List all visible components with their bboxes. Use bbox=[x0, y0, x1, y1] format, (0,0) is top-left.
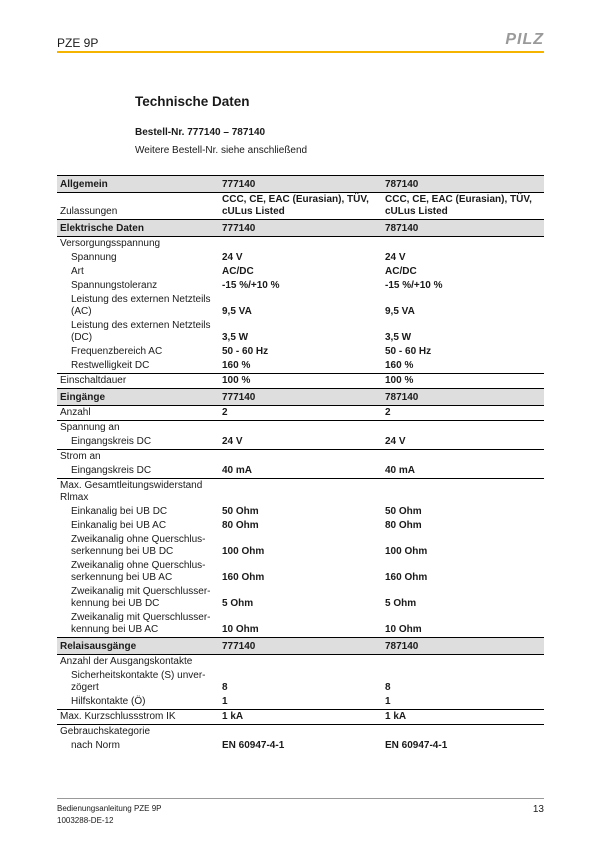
value-787140: 50 Ohm bbox=[385, 506, 422, 517]
page-number: 13 bbox=[532, 804, 544, 815]
table-row bbox=[57, 585, 544, 611]
table-row bbox=[57, 374, 544, 389]
table-row bbox=[57, 695, 544, 710]
value-787140: 40 mA bbox=[385, 465, 416, 476]
value-777140 bbox=[219, 237, 382, 252]
table-row bbox=[57, 319, 544, 345]
value-777140: 160 % bbox=[222, 360, 251, 371]
value-777140 bbox=[219, 479, 382, 506]
row-label: Eingangskreis DC bbox=[71, 436, 152, 447]
table-row bbox=[57, 559, 544, 585]
header-title: PZE 9P bbox=[57, 36, 99, 50]
row-label: Einschaltdauer bbox=[57, 374, 219, 389]
value-777140: 160 Ohm bbox=[222, 572, 265, 583]
table-row bbox=[57, 421, 544, 436]
row-label: Allgemein bbox=[57, 176, 219, 193]
table-row bbox=[57, 464, 544, 479]
value-787140 bbox=[382, 725, 544, 740]
table-row bbox=[57, 505, 544, 519]
value-787140 bbox=[382, 421, 544, 436]
value-777140: 100 % bbox=[219, 374, 382, 389]
value-787140: 160 Ohm bbox=[385, 572, 428, 583]
value-787140: 9,5 VA bbox=[385, 306, 415, 317]
value-777140: 50 Ohm bbox=[222, 506, 259, 517]
value-777140: AC/DC bbox=[222, 266, 254, 277]
table-row bbox=[57, 293, 544, 319]
value-777140: 777140 bbox=[219, 220, 382, 237]
row-label: Zweikanalig ohne Querschlus-serkennung bei UB AC bbox=[71, 560, 206, 583]
value-787140: 787140 bbox=[382, 389, 544, 406]
value-787140: 100 Ohm bbox=[385, 546, 428, 557]
footer-doc-number: 1003288-DE-12 bbox=[57, 816, 114, 825]
row-label: Versorgungsspannung bbox=[57, 237, 219, 252]
value-787140: AC/DC bbox=[385, 266, 417, 277]
value-777140: 2 bbox=[219, 406, 382, 421]
value-777140: 50 - 60 Hz bbox=[222, 346, 269, 357]
table-row bbox=[57, 611, 544, 638]
value-777140: 10 Ohm bbox=[222, 624, 259, 635]
spec-table bbox=[57, 175, 544, 753]
value-787140: CCC, CE, EAC (Eurasian), TÜV, cULus Listed bbox=[382, 193, 544, 220]
row-label: Elektrische Daten bbox=[57, 220, 219, 237]
row-label: Zweikanalig ohne Querschlus-serkennung bei UB DC bbox=[71, 534, 206, 557]
value-777140 bbox=[219, 655, 382, 670]
value-777140: -15 %/+10 % bbox=[222, 280, 280, 291]
row-label: nach Norm bbox=[71, 740, 120, 751]
row-label: Art bbox=[71, 266, 84, 277]
value-787140: EN 60947-4-1 bbox=[385, 740, 448, 751]
table-row bbox=[57, 710, 544, 725]
row-label: Relaisausgänge bbox=[57, 638, 219, 655]
row-label: Zweikanalig mit Querschlusser-kennung bei UB AC bbox=[71, 612, 211, 635]
table-row bbox=[57, 533, 544, 559]
value-787140 bbox=[382, 479, 544, 506]
value-787140: 24 V bbox=[385, 436, 406, 447]
table-row bbox=[57, 739, 544, 753]
row-label: Gebrauchskategorie bbox=[57, 725, 219, 740]
header-rule bbox=[57, 51, 544, 53]
row-label: Anzahl bbox=[57, 406, 219, 421]
value-787140 bbox=[382, 450, 544, 465]
value-777140: 1 bbox=[222, 696, 228, 707]
table-row bbox=[57, 193, 544, 220]
value-787140: 1 kA bbox=[382, 710, 544, 725]
section-header-row bbox=[57, 638, 544, 655]
row-label: Restwelligkeit DC bbox=[71, 360, 150, 371]
value-787140: 2 bbox=[382, 406, 544, 421]
value-777140: 40 mA bbox=[222, 465, 253, 476]
value-777140: 24 V bbox=[222, 436, 243, 447]
value-787140: 50 - 60 Hz bbox=[385, 346, 432, 357]
table-row bbox=[57, 265, 544, 279]
value-777140: 24 V bbox=[222, 252, 243, 263]
pilz-logo: PILZ bbox=[505, 31, 544, 48]
table-row bbox=[57, 519, 544, 533]
value-777140: 777140 bbox=[219, 176, 382, 193]
row-label: Einkanalig bei UB AC bbox=[71, 520, 167, 531]
row-label: Max. Kurzschlussstrom IK bbox=[57, 710, 219, 725]
row-label: Spannung bbox=[71, 252, 117, 263]
table-row bbox=[57, 251, 544, 265]
row-label: Eingänge bbox=[57, 389, 219, 406]
footer-rule bbox=[57, 798, 544, 799]
value-777140: 80 Ohm bbox=[222, 520, 259, 531]
value-787140 bbox=[382, 237, 544, 252]
value-787140: 80 Ohm bbox=[385, 520, 422, 531]
value-787140: 3,5 W bbox=[385, 332, 412, 343]
value-777140: 5 Ohm bbox=[222, 598, 254, 609]
value-787140: 5 Ohm bbox=[385, 598, 417, 609]
value-787140: 160 % bbox=[385, 360, 414, 371]
table-row bbox=[57, 279, 544, 293]
table-row bbox=[57, 345, 544, 359]
value-777140 bbox=[219, 725, 382, 740]
value-787140: 787140 bbox=[382, 220, 544, 237]
table-row bbox=[57, 450, 544, 465]
section-header-row bbox=[57, 220, 544, 237]
row-label: Eingangskreis DC bbox=[71, 465, 152, 476]
row-label: Frequenzbereich AC bbox=[71, 346, 163, 357]
value-787140: 24 V bbox=[385, 252, 406, 263]
section-header-row bbox=[57, 389, 544, 406]
value-777140: 100 Ohm bbox=[222, 546, 265, 557]
value-777140: 9,5 VA bbox=[222, 306, 252, 317]
table-row bbox=[57, 237, 544, 252]
table-row bbox=[57, 406, 544, 421]
table-row bbox=[57, 669, 544, 695]
row-label: Strom an bbox=[57, 450, 219, 465]
row-label: Hilfskontakte (Ö) bbox=[71, 696, 146, 707]
further-order-note: Weitere Bestell-Nr. siehe anschließend bbox=[135, 145, 308, 156]
row-label: Zweikanalig mit Querschlusser-kennung bei UB DC bbox=[71, 586, 211, 609]
value-787140: 787140 bbox=[382, 176, 544, 193]
value-787140: 100 % bbox=[382, 374, 544, 389]
order-number: Bestell-Nr. 777140 – 787140 bbox=[135, 127, 266, 138]
row-label: Leistung des externen Netzteils (AC) bbox=[71, 294, 211, 317]
table-row bbox=[57, 359, 544, 374]
row-label: Spannungstoleranz bbox=[71, 280, 158, 291]
table-row bbox=[57, 725, 544, 740]
value-777140: 8 bbox=[222, 682, 228, 693]
value-777140: 1 kA bbox=[219, 710, 382, 725]
row-label: Zulassungen bbox=[57, 193, 219, 220]
value-777140: EN 60947-4-1 bbox=[222, 740, 285, 751]
row-label: Anzahl der Ausgangskontakte bbox=[57, 655, 219, 670]
value-787140 bbox=[382, 655, 544, 670]
row-label: Leistung des externen Netzteils (DC) bbox=[71, 320, 211, 343]
value-787140: -15 %/+10 % bbox=[385, 280, 443, 291]
value-777140: 3,5 W bbox=[222, 332, 249, 343]
value-777140: CCC, CE, EAC (Eurasian), TÜV, cULus Listed bbox=[219, 193, 382, 220]
value-777140: 777140 bbox=[219, 389, 382, 406]
row-label: Spannung an bbox=[57, 421, 219, 436]
value-787140: 8 bbox=[385, 682, 391, 693]
value-777140 bbox=[219, 450, 382, 465]
value-787140: 787140 bbox=[382, 638, 544, 655]
row-label: Max. Gesamtleitungswiderstand Rlmax bbox=[57, 479, 219, 506]
section-header-row bbox=[57, 176, 544, 193]
section-title: Technische Daten bbox=[135, 94, 250, 109]
value-777140 bbox=[219, 421, 382, 436]
value-787140: 10 Ohm bbox=[385, 624, 422, 635]
table-row bbox=[57, 655, 544, 670]
table-row bbox=[57, 435, 544, 450]
row-label: Einkanalig bei UB DC bbox=[71, 506, 168, 517]
footer-manual: Bedienungsanleitung PZE 9P bbox=[57, 804, 162, 813]
value-787140: 1 bbox=[385, 696, 391, 707]
row-label: Sicherheitskontakte (S) unver-zögert bbox=[71, 670, 206, 693]
table-row bbox=[57, 479, 544, 506]
value-777140: 777140 bbox=[219, 638, 382, 655]
